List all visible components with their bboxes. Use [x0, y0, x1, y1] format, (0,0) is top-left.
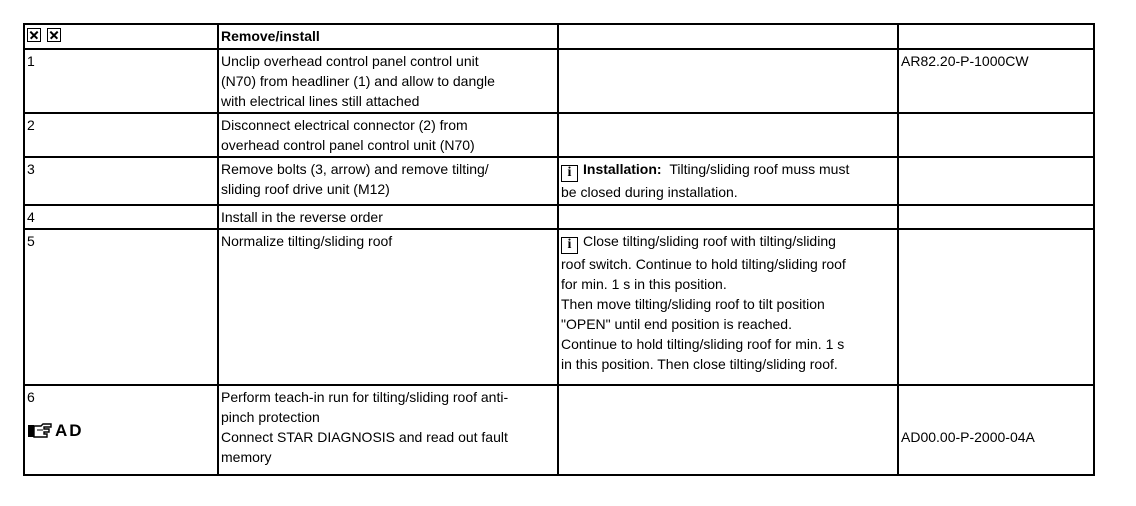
table-row — [24, 205, 1094, 229]
step-number: 5 — [24, 229, 218, 385]
step-line: overhead control panel control unit (N70) — [221, 137, 475, 153]
step-description — [218, 113, 558, 157]
step-note — [558, 113, 898, 157]
step-note — [558, 385, 898, 475]
table-row — [24, 157, 1094, 205]
step-description — [218, 385, 558, 475]
note-line: Continue to hold tilting/sliding roof for min. 1 s — [561, 336, 845, 352]
expand-icon[interactable] — [47, 28, 61, 42]
step-description — [218, 49, 558, 113]
note-line: in this position. Then close tilting/sliding roof. — [561, 356, 838, 372]
table-row — [24, 229, 1094, 385]
note-label: Installation: — [583, 161, 662, 177]
step-note — [558, 49, 898, 113]
step-note — [558, 205, 898, 229]
step-reference-cell — [898, 385, 1094, 475]
header-icons-cell — [24, 24, 218, 49]
step-number-cell — [24, 385, 218, 475]
note-line: for min. 1 s in this position. — [561, 276, 727, 292]
note-line: "OPEN" until end position is reached. — [561, 316, 792, 332]
pointing-hand-icon[interactable] — [27, 422, 53, 440]
note-line: Then move tilting/sliding roof to tilt position — [561, 296, 825, 312]
step-number: 2 — [24, 113, 218, 157]
table-row — [24, 113, 1094, 157]
step-line: Remove bolts (3, arrow) and remove tilting/ — [221, 161, 489, 177]
step-reference-link[interactable]: AR82.20-P-1000CW — [898, 49, 1094, 113]
step-reference — [898, 113, 1094, 157]
note-line: Tilting/sliding roof muss must — [669, 161, 850, 177]
step-number: 6 — [27, 389, 35, 405]
note-line: be closed during installation. — [561, 184, 738, 200]
step-description: Install in the reverse order — [218, 205, 558, 229]
step-note — [558, 157, 898, 205]
step-line: with electrical lines still attached — [221, 93, 420, 109]
step-description — [218, 157, 558, 205]
step-line: pinch protection — [221, 409, 320, 425]
step-line: Connect STAR DIAGNOSIS and read out fault — [221, 429, 508, 445]
step-reference — [898, 229, 1094, 385]
header-empty-cell — [558, 24, 898, 49]
table-row — [24, 49, 1094, 113]
step-line: (N70) from headliner (1) and allow to dangle — [221, 73, 495, 89]
step-line: memory — [221, 449, 272, 465]
step-line: Disconnect electrical connector (2) from — [221, 117, 468, 133]
step-line: sliding roof drive unit (M12) — [221, 181, 390, 197]
step-description: Normalize tilting/sliding roof — [218, 229, 558, 385]
step-number: 3 — [24, 157, 218, 205]
step-reference — [898, 205, 1094, 229]
ad-badge[interactable]: AD — [55, 421, 84, 440]
procedure-table — [23, 23, 1095, 476]
note-line: Close tilting/sliding roof with tilting/sliding — [583, 233, 836, 249]
table-row — [24, 385, 1094, 475]
info-icon: i — [561, 237, 578, 254]
header-title: Remove/install — [218, 24, 558, 49]
step-reference-link[interactable]: AD00.00-P-2000-04A — [901, 429, 1035, 445]
header-empty-cell — [898, 24, 1094, 49]
step-line: Unclip overhead control panel control unit — [221, 53, 479, 69]
header-row — [24, 24, 1094, 49]
expand-icon[interactable] — [27, 28, 41, 42]
step-note — [558, 229, 898, 385]
info-icon: i — [561, 165, 578, 182]
step-number: 1 — [24, 49, 218, 113]
step-reference — [898, 157, 1094, 205]
note-line: roof switch. Continue to hold tilting/sliding roof — [561, 256, 846, 272]
step-line: Perform teach-in run for tilting/sliding roof anti- — [221, 389, 509, 405]
step-number: 4 — [24, 205, 218, 229]
